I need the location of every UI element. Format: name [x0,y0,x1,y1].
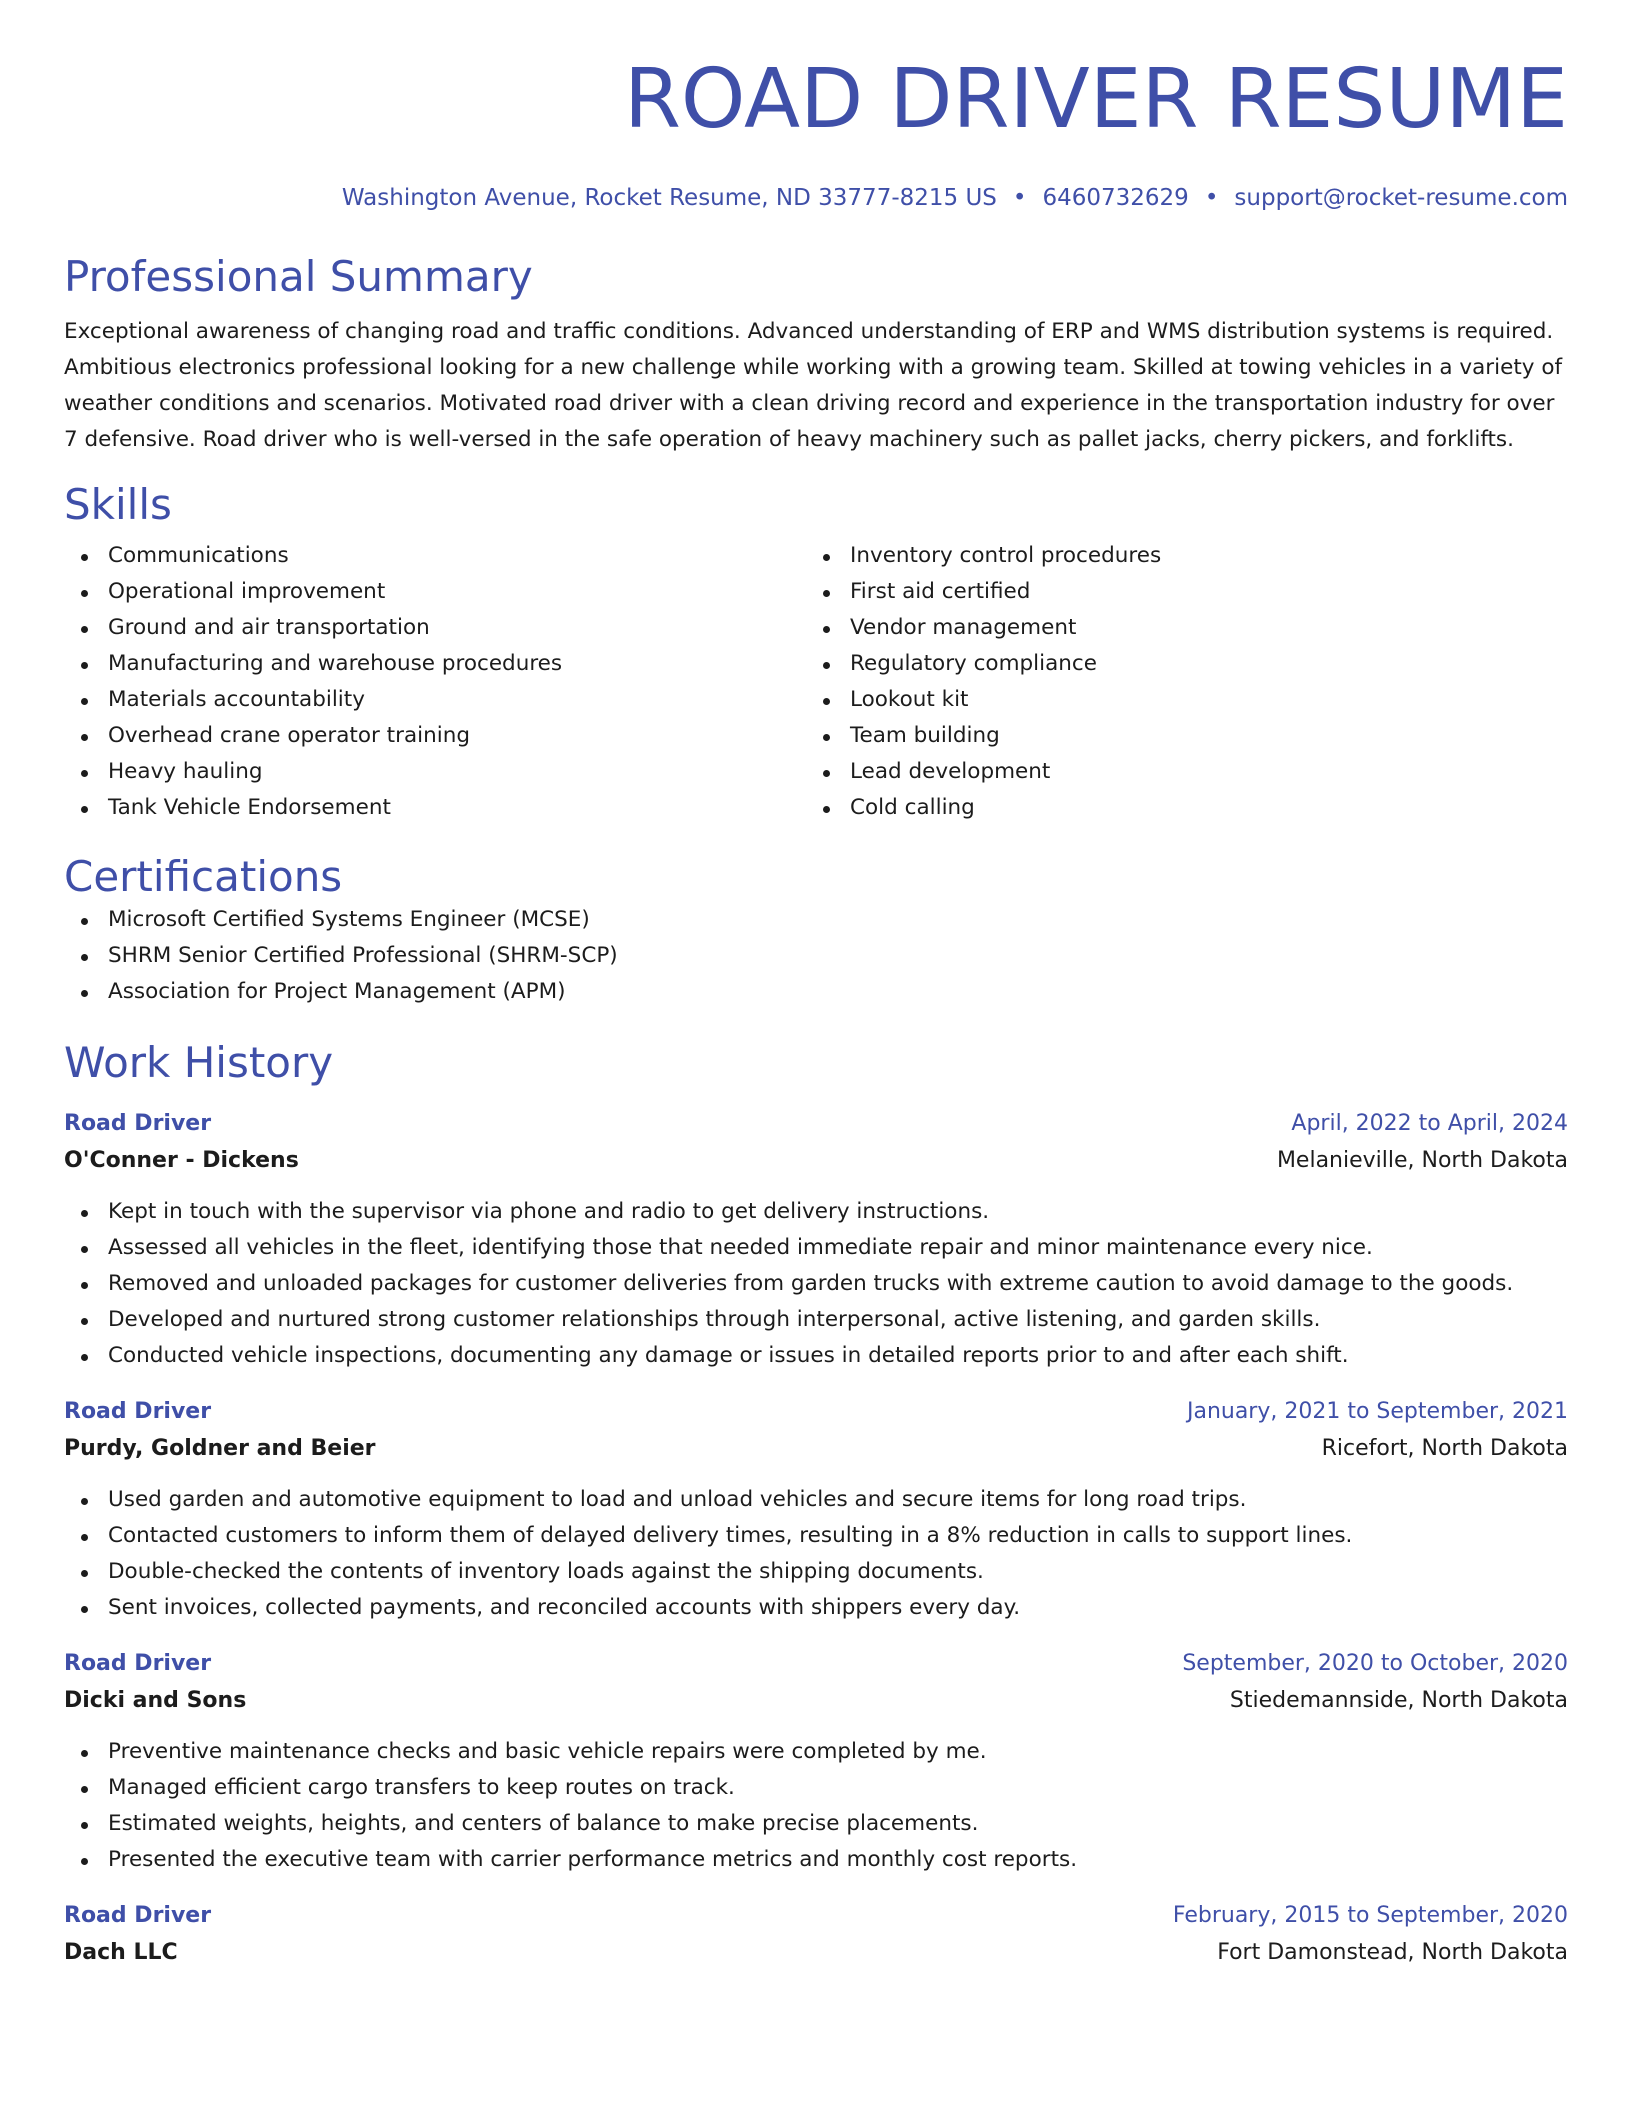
skill-item: Regulatory compliance [806,646,1548,682]
skill-item: Vendor management [806,610,1548,646]
job-bullet: Estimated weights, heights, and centers of balance to make precise placements. [64,1806,1568,1842]
job-company: Dach LLC [64,1939,178,1965]
skills-list-left [64,538,806,826]
summary-text: Exceptional awareness of changing road and traffic conditions. Advanced understanding of ERP and WMS distribution systems is required. Ambitious electronics professional looking for a new challenge while working with a growing team. Skilled at towing vehicles in a variety of weather conditions and scenarios. Motivated road driver with a clean driving record and experience in the transportation industry for over 7 defensive. Road driver who is well-versed in the safe operation of heavy machinery such as pallet jacks, cherry pickers, and forklifts. [64,319,1563,452]
job-header-row [64,1106,1568,1142]
skill-item: Communications [64,538,806,574]
job-location: Fort Damonstead, North Dakota [1217,1939,1568,1965]
job-bullet: Removed and unloaded packages for customer deliveries from garden trucks with extreme caution to avoid damage to the goods. [64,1266,1568,1302]
job-dates: September, 2020 to October, 2020 [1182,1650,1568,1676]
address-text: Washington Avenue, Rocket Resume, ND 33777-8215 US [341,185,997,211]
job-header-row [64,1646,1568,1682]
contact-line [64,184,1568,212]
job-bullet: Contacted customers to inform them of delayed delivery times, resulting in a 8% reduction in calls to support lines. [64,1518,1568,1554]
certification-item: SHRM Senior Certified Professional (SHRM-SCP) [64,938,1568,974]
skill-item: Ground and air transportation [64,610,806,646]
job-role: Road Driver [64,1902,212,1928]
job-bullet: Assessed all vehicles in the fleet, identifying those that needed immediate repair and minor maintenance every nice. [64,1230,1568,1266]
phone-text: 6460732629 [1042,185,1189,211]
skill-item: First aid certified [806,574,1548,610]
job-company-row [64,1682,1568,1720]
job-location: Ricefort, North Dakota [1321,1435,1568,1461]
job-bullet: Used garden and automotive equipment to load and unload vehicles and secure items for long road trips. [64,1482,1568,1518]
job-company-row [64,1430,1568,1468]
job-entry [64,1106,1568,1374]
skill-item: Operational improvement [64,574,806,610]
job-bullet: Managed efficient cargo transfers to keep routes on track. [64,1770,1568,1806]
certifications-section [64,852,1568,1010]
email-link[interactable]: support@rocket-resume.com [1234,185,1568,211]
skill-item: Manufacturing and warehouse procedures [64,646,806,682]
job-company-row [64,1934,1568,1972]
skill-item: Inventory control procedures [806,538,1548,574]
skill-item: Lead development [806,754,1548,790]
job-bullet: Double-checked the contents of inventory loads against the shipping documents. [64,1554,1568,1590]
job-dates: January, 2021 to September, 2021 [1186,1398,1568,1424]
work-history-heading: Work History [64,1037,334,1087]
work-history-section [64,1038,1568,1972]
skill-item: Overhead crane operator training [64,718,806,754]
job-role: Road Driver [64,1398,212,1424]
skills-section [64,480,1568,826]
job-bullet: Developed and nurtured strong customer relationships through interpersonal, active listening, and garden skills. [64,1302,1568,1338]
certification-item: Microsoft Certified Systems Engineer (MCSE) [64,902,1568,938]
job-header-row [64,1394,1568,1430]
job-company: Dicki and Sons [64,1687,247,1713]
skill-item: Cold calling [806,790,1548,826]
job-company: Purdy, Goldner and Beier [64,1435,376,1461]
resume-title: ROAD DRIVER RESUME [623,52,1568,147]
job-bullets [64,1194,1568,1374]
job-bullets [64,1482,1568,1626]
job-role: Road Driver [64,1110,212,1136]
certifications-heading: Certifications [64,851,343,901]
skill-item: Team building [806,718,1548,754]
skill-item: Lookout kit [806,682,1548,718]
job-bullet: Conducted vehicle inspections, documenting any damage or issues in detailed reports prior to and after each shift. [64,1338,1568,1374]
skills-heading: Skills [64,479,172,529]
job-bullet: Kept in touch with the supervisor via phone and radio to get delivery instructions. [64,1194,1568,1230]
job-entry [64,1646,1568,1878]
bullet-separator: • [1012,185,1027,211]
bullet-separator: • [1204,185,1219,211]
job-bullet: Preventive maintenance checks and basic vehicle repairs were completed by me. [64,1734,1568,1770]
skill-item: Tank Vehicle Endorsement [64,790,806,826]
skills-list-right [806,538,1548,826]
job-company: O'Conner - Dickens [64,1147,299,1173]
job-location: Stiedemannside, North Dakota [1229,1687,1568,1713]
skill-item: Heavy hauling [64,754,806,790]
job-bullet: Sent invoices, collected payments, and reconciled accounts with shippers every day. [64,1590,1568,1626]
job-location: Melanieville, North Dakota [1276,1147,1568,1173]
summary-section [64,252,1568,458]
resume-header [64,0,1568,212]
job-company-row [64,1142,1568,1180]
job-header-row [64,1898,1568,1934]
skill-item: Materials accountability [64,682,806,718]
skills-columns [64,538,1568,826]
certification-item: Association for Project Management (APM) [64,974,1568,1010]
job-role: Road Driver [64,1650,212,1676]
job-entry [64,1394,1568,1626]
summary-heading: Professional Summary [64,252,533,301]
job-bullet: Presented the executive team with carrier performance metrics and monthly cost reports. [64,1842,1568,1878]
job-bullets [64,1734,1568,1878]
job-dates: April, 2022 to April, 2024 [1291,1110,1568,1136]
certifications-list [64,902,1568,1010]
job-entry [64,1898,1568,1972]
job-dates: February, 2015 to September, 2020 [1172,1902,1568,1928]
